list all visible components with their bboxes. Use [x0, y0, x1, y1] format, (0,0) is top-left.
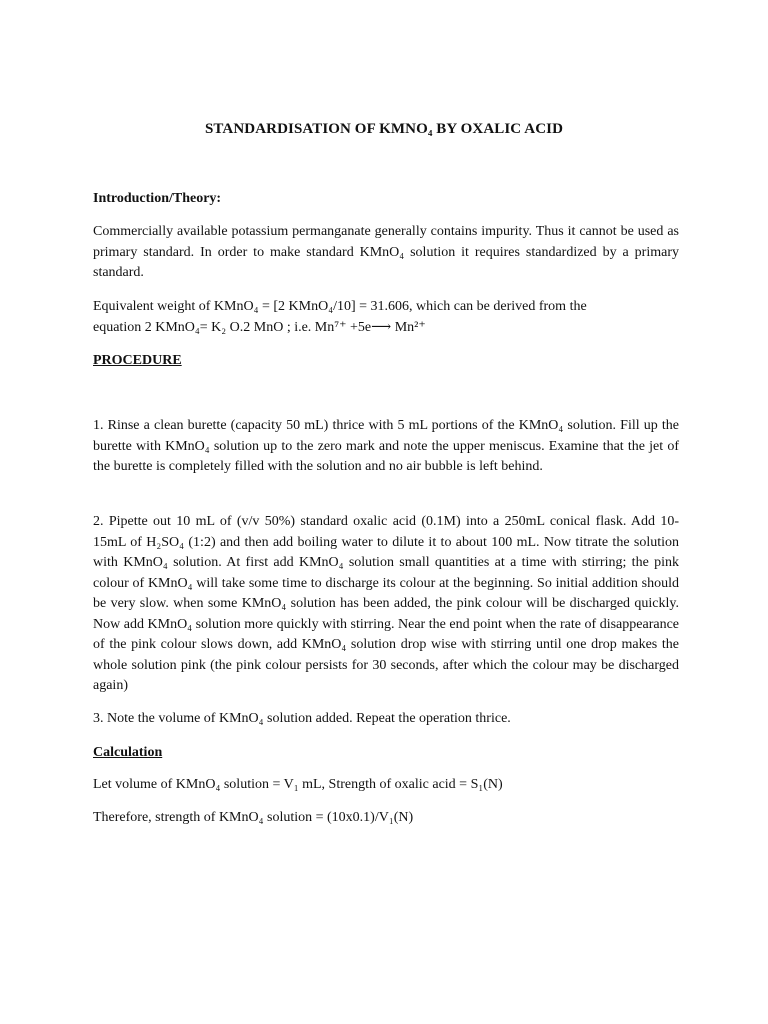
calculation-line-2: Therefore, strength of KMnO₄ solution = (10x0.1)/V₁(N) — [93, 810, 414, 825]
intro-paragraph: Commercially available potassium permanganate generally contains impurity. Thus it cannot be used as primary standard. In order to make standard KMnO₄ solution it requires standardized by a primary standard. — [93, 224, 679, 280]
intro-heading: Introduction/Theory: — [93, 191, 222, 206]
document-title: STANDARDISATION OF KMNO₄ BY OXALIC ACID — [204, 121, 563, 137]
procedure-heading: PROCEDURE — [93, 353, 182, 368]
calculation-line-1: Let volume of KMnO₄ solution = V₁ mL, Strength of oxalic acid = S₁(N) — [93, 777, 503, 792]
procedure-step-3: 3. Note the volume of KMnO₄ solution added. Repeat the operation thrice. — [93, 711, 511, 726]
procedure-step-1: 1. Rinse a clean burette (capacity 50 mL) thrice with 5 mL portions of the KMnO₄ solution. Fill up the burette with KMnO₄ solution up to the zero mark and note the upper meniscus. Examine that the jet of the burette is completely filled with the solution and no air bubble is left behind. — [93, 418, 679, 474]
equivalent-weight-line: Equivalent weight of KMnO₄ = [2 KMnO₄/10] = 31.606, which can be derived from the — [93, 299, 587, 314]
procedure-step-2: 2. Pipette out 10 mL of (v/v 50%) standard oxalic acid (0.1M) into a 250mL conical flask. Add 10-15mL of H₂SO₄ (1:2) and then add boiling water to dilute it to about 100 mL. Now titrate the solution with KMnO₄ solution. At first add KMnO₄ solution small quantities at a time with stirring; the pink colour of KMnO₄ will take some time to discharge its colour at the beginning. So initial addition should be very slow. when some KMnO₄ solution has been added, the pink colour will be discharged quickly. Now add KMnO₄ solution more quickly with stirring. Near the end point when the rate of disappearance of the pink colour slows down, add KMnO₄ solution drop wise with stirring until one drop makes the whole solution pink (the pink colour persists for 30 seconds, after which the colour may be discharged again) — [93, 514, 679, 693]
calculation-heading: Calculation — [93, 745, 163, 760]
equation-line: equation 2 KMnO₄= K₂ O.2 MnO ; i.e. Mn⁷⁺ +5e⟶ Mn²⁺ — [93, 320, 426, 335]
